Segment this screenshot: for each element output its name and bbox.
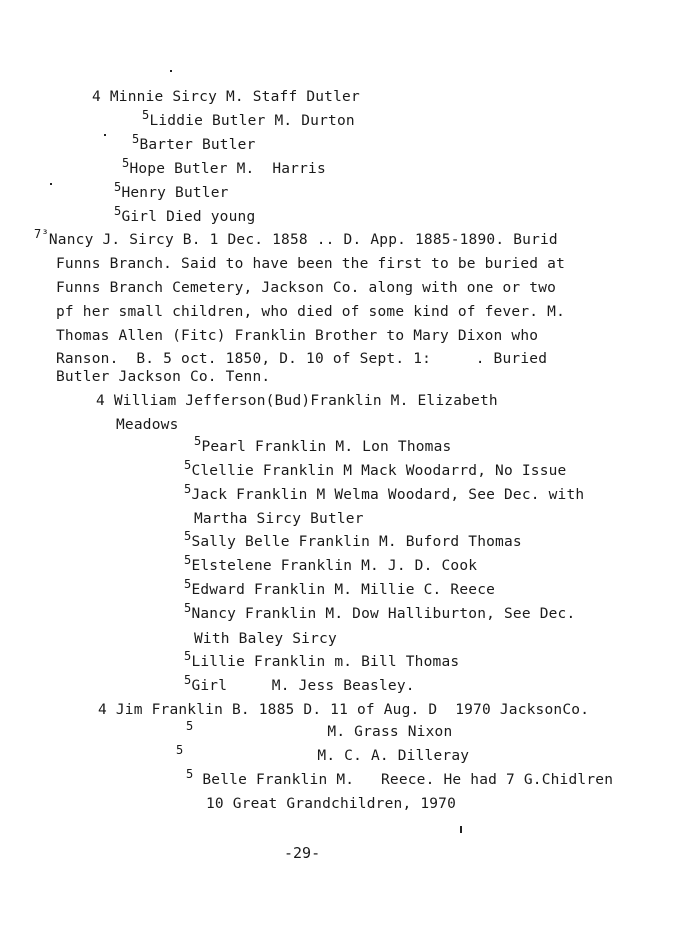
text-line: $^5$Henry Butler xyxy=(114,180,229,201)
scan-speck xyxy=(50,183,52,185)
text-line: $^5$Barter Butler xyxy=(132,132,256,153)
text-line: Butler Jackson Co. Tenn. xyxy=(56,369,271,385)
page-number: -29- xyxy=(284,844,321,862)
text-line: $^5$ M. C. A. Dilleray xyxy=(176,743,470,764)
text-line: $^5$Nancy Franklin M. Dow Halliburton, See Dec. xyxy=(184,601,576,622)
scan-speck xyxy=(170,70,172,72)
text-line: $^5$Elstelene Franklin M. J. D. Cook xyxy=(184,553,478,574)
text-line: With Baley Sircy xyxy=(194,631,337,647)
text-line: 4 William Jefferson(Bud)Franklin M. Elizabeth xyxy=(96,393,498,409)
scan-speck xyxy=(460,826,462,833)
text-line: 10 Great Grandchildren, 1970 xyxy=(206,796,457,812)
text-line: $^5$Hope Butler M. Harris xyxy=(122,156,326,177)
text-line: $^5$ M. Grass Nixon xyxy=(186,719,453,740)
text-line: 4 Minnie Sircy M. Staff Dutler xyxy=(92,89,360,105)
text-line: $^5$Pearl Franklin M. Lon Thomas xyxy=(194,434,452,455)
text-line: $^5$Lillie Franklin m. Bill Thomas xyxy=(184,649,460,670)
text-line: $^5$Edward Franklin M. Millie C. Reece xyxy=(184,577,496,598)
text-line: $^5$Clellie Franklin M Mack Woodarrd, No Issue xyxy=(184,458,567,479)
text-line: $^5$Liddie Butler M. Durton xyxy=(142,108,355,129)
text-line: $^{7^3}$Nancy J. Sircy B. 1 Dec. 1858 .. D. App. 1885-1890. Burid xyxy=(34,227,558,248)
text-line: Thomas Allen (Fitc) Franklin Brother to Mary Dixon who xyxy=(56,328,539,344)
text-line: Funns Branch. Said to have been the first to be buried at xyxy=(56,256,565,272)
text-line: $^5$Sally Belle Franklin M. Buford Thomas xyxy=(184,529,522,550)
text-line: pf her small children, who died of some kind of fever. M. xyxy=(56,304,565,320)
scan-speck xyxy=(104,134,106,136)
text-line: $^5$Girl Died young xyxy=(114,204,256,225)
text-line: $^5$Jack Franklin M Welma Woodard, See Dec. with xyxy=(184,482,585,503)
text-line: Martha Sircy Butler xyxy=(194,511,364,527)
text-line: Ranson. B. 5 oct. 1850, D. 10 of Sept. 1: . Buried xyxy=(56,351,548,367)
text-line: Meadows xyxy=(116,417,179,433)
text-line: $^5$Girl M. Jess Beasley. xyxy=(184,673,415,694)
text-line: Funns Branch Cemetery, Jackson Co. along with one or two xyxy=(56,280,557,296)
text-line: 4 Jim Franklin B. 1885 D. 11 of Aug. D 1970 JacksonCo. xyxy=(98,702,590,718)
text-line: $^5$ Belle Franklin M. Reece. He had 7 G.Chidlren xyxy=(186,767,614,788)
